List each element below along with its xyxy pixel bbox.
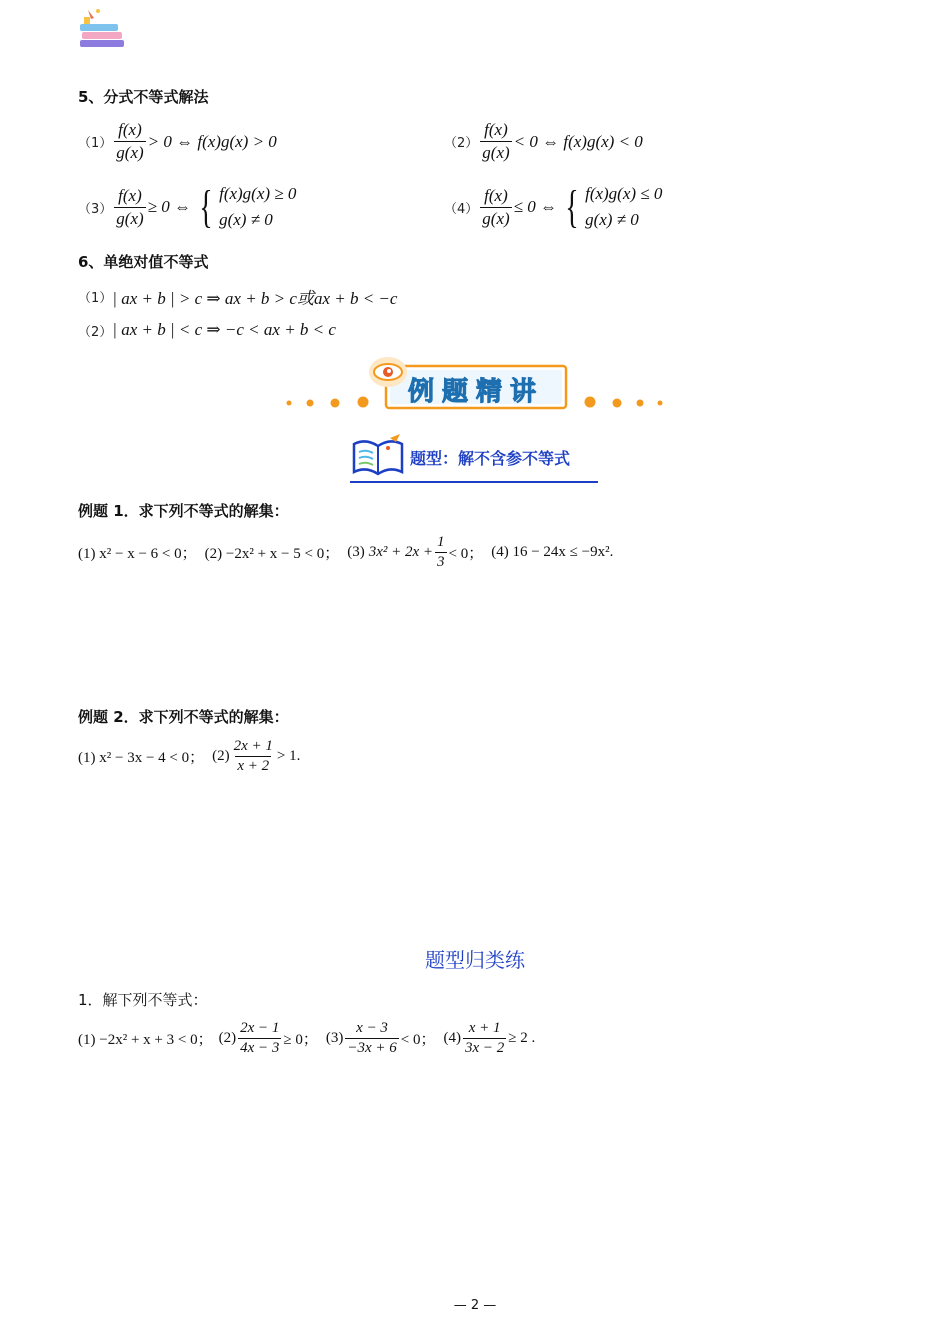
practice-problems <box>78 1020 535 1057</box>
relation: ≤ 0 ⇔ <box>513 197 557 216</box>
formula-4 <box>444 181 663 232</box>
numerator: 2x − 1 <box>240 1020 280 1036</box>
denominator: g(x) <box>482 143 510 162</box>
fraction <box>114 186 145 229</box>
problem-3-right: < 0； <box>400 1032 436 1048</box>
relation: < 0 ⇔ f(x)g(x) < 0 <box>513 131 643 151</box>
section-5-title: 5、分式不等式解法 <box>78 88 209 106</box>
formula-1 <box>78 120 277 163</box>
problem-2-label: (2) <box>212 748 230 764</box>
eye-icon <box>368 356 408 388</box>
practice-question-title: 1．解下列不等式： <box>78 991 208 1009</box>
denominator: 3x − 2 <box>464 1040 505 1056</box>
fraction <box>480 120 511 163</box>
numerator: f(x) <box>118 120 142 139</box>
numerator: x + 1 <box>468 1020 501 1036</box>
example-2-problems <box>78 738 300 775</box>
open-book-icon <box>350 434 406 478</box>
left-brace-icon: { <box>199 181 213 232</box>
formula-label: （1） <box>78 291 113 306</box>
relation: ≥ 0 ⇔ <box>147 197 191 216</box>
fraction <box>435 534 447 571</box>
formula-expression: | ax + b | < c ⇒ −c < ax + b < c <box>112 320 336 339</box>
fraction <box>238 1020 281 1057</box>
practice-heading: 题型归类练 <box>425 948 525 972</box>
formula-label: （3） <box>78 201 113 217</box>
denominator: x + 2 <box>237 758 270 774</box>
numerator: f(x) <box>484 120 508 139</box>
problem-4: (4) 16 − 24x ≤ −9x². <box>491 544 614 560</box>
books-logo-icon <box>78 8 128 50</box>
topic-title: 题型：解不含参不等式 <box>410 449 571 468</box>
case-brace <box>195 181 297 232</box>
denominator: g(x) <box>116 208 144 228</box>
formula-label: （2） <box>444 136 479 151</box>
fraction <box>480 186 511 229</box>
denominator: g(x) <box>116 143 144 162</box>
numerator: f(x) <box>118 185 142 205</box>
formula-label: （1） <box>78 136 113 151</box>
problem-3-left: 3x² + 2x + <box>368 544 434 560</box>
example-2-title: 例题 2．求下列不等式的解集： <box>78 708 289 726</box>
case-line-2: g(x) ≠ 0 <box>585 210 639 229</box>
problem-3-right: < 0； <box>448 546 484 562</box>
numerator: 2x + 1 <box>233 738 273 754</box>
formula-3 <box>78 181 297 232</box>
example-1-problems <box>78 534 613 571</box>
page-number: — 2 — <box>453 1298 497 1313</box>
section-6-title: 6、单绝对值不等式 <box>78 253 209 271</box>
fraction <box>345 1020 398 1057</box>
problem-2: (2) −2x² + x − 5 < 0； <box>204 546 340 562</box>
case-line-2: g(x) ≠ 0 <box>219 210 273 229</box>
topic-underline <box>350 481 598 483</box>
denominator: 4x − 3 <box>240 1040 280 1056</box>
fraction <box>463 1020 506 1057</box>
numerator: x − 3 <box>356 1020 388 1036</box>
problem-4-label: (4) <box>443 1030 461 1046</box>
denominator: g(x) <box>482 208 510 228</box>
abs-formula-1 <box>78 284 397 309</box>
section-banner <box>280 356 670 416</box>
problem-1: (1) −2x² + x + 3 < 0； <box>78 1032 213 1048</box>
problem-2-label: (2) <box>218 1030 237 1046</box>
problem-2-right: > 1. <box>276 748 301 764</box>
problem-1: (1) x² − x − 6 < 0； <box>78 546 197 562</box>
problem-3-label: (3) <box>325 1030 344 1046</box>
problem-4-right: ≥ 2 . <box>508 1030 536 1046</box>
relation: > 0 ⇔ f(x)g(x) > 0 <box>147 131 277 151</box>
formula-label: （2） <box>78 324 113 340</box>
abs-formula-2 <box>78 320 336 340</box>
case-line-1: f(x)g(x) ≥ 0 <box>219 184 297 203</box>
denominator: 3 <box>437 554 445 570</box>
case-brace <box>561 181 663 232</box>
numerator: f(x) <box>484 185 508 205</box>
fraction <box>232 738 275 775</box>
denominator: −3x + 6 <box>347 1040 397 1056</box>
numerator: 1 <box>437 534 445 550</box>
banner-title: 例题精讲 <box>408 377 545 407</box>
formula-label: （4） <box>444 201 479 217</box>
problem-1: (1) x² − 3x − 4 < 0； <box>78 750 205 766</box>
left-brace-icon: { <box>565 181 579 232</box>
problem-2-right: ≥ 0； <box>283 1032 318 1048</box>
formula-expression: | ax + b | > c ⇒ ax + b > c或ax + b < −c <box>112 289 398 308</box>
fraction <box>114 120 145 163</box>
problem-3-label: (3) <box>347 544 365 560</box>
formula-2 <box>444 120 643 163</box>
case-line-1: f(x)g(x) ≤ 0 <box>585 184 663 203</box>
example-1-title: 例题 1．求下列不等式的解集： <box>78 502 289 520</box>
